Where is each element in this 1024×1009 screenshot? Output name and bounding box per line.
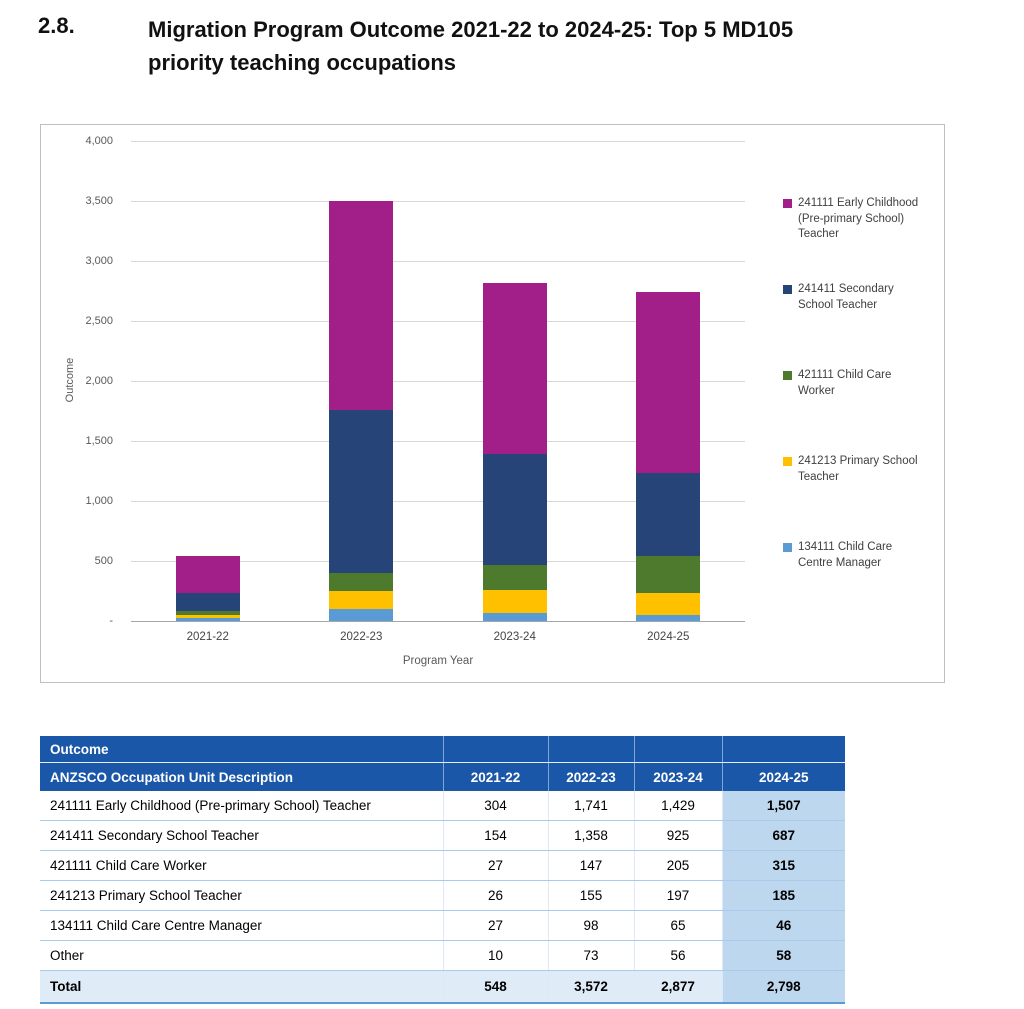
legend-item <box>783 454 948 540</box>
table-row <box>40 821 845 851</box>
table-header-cell: ANZSCO Occupation Unit Description <box>40 763 443 792</box>
table-cell: 925 <box>634 821 722 851</box>
table-cell: 197 <box>634 881 722 911</box>
legend-swatch-icon <box>783 371 792 380</box>
legend-item <box>783 368 948 454</box>
bar-segment <box>329 573 393 591</box>
bar-segment <box>483 454 547 565</box>
stacked-bar <box>176 556 240 621</box>
table-cell: 315 <box>722 851 845 881</box>
bar-segment <box>483 590 547 614</box>
gridline <box>131 261 745 262</box>
y-tick-label: 2,000 <box>85 375 113 387</box>
legend-label: 421111 Child Care Worker <box>798 369 892 397</box>
outcome-table <box>40 736 845 1004</box>
table-row <box>40 851 845 881</box>
table-header-cell: 2022-23 <box>548 763 634 792</box>
table-total-cell: 548 <box>443 971 548 1004</box>
table-title-empty-cell <box>634 736 722 763</box>
table-cell: 73 <box>548 941 634 971</box>
y-axis-ticks <box>41 135 113 627</box>
y-tick-label: 2,500 <box>85 315 113 327</box>
bar-segment <box>329 410 393 573</box>
legend-swatch-icon <box>783 457 792 466</box>
table-cell: 27 <box>443 911 548 941</box>
table-cell: 1,741 <box>548 791 634 821</box>
y-tick-label: 3,000 <box>85 255 113 267</box>
bar-segment <box>329 609 393 621</box>
table-row <box>40 881 845 911</box>
x-tick-label: 2023-24 <box>493 631 536 643</box>
y-tick-label: 1,500 <box>85 435 113 447</box>
table-cell: 304 <box>443 791 548 821</box>
table-cell: 134111 Child Care Centre Manager <box>40 911 443 941</box>
bar-segment <box>176 593 240 611</box>
legend-label: 241111 Early Childhood (Pre-primary School) Teacher <box>798 197 919 241</box>
legend-label: 241411 Secondary School Teacher <box>798 283 894 311</box>
legend-swatch-icon <box>783 285 792 294</box>
chart-figure <box>40 124 945 683</box>
y-axis-title: Outcome <box>64 357 76 403</box>
bar-segment <box>483 613 547 621</box>
y-tick-label: 3,500 <box>85 195 113 207</box>
table-cell: Other <box>40 941 443 971</box>
x-tick-label: 2021-22 <box>186 631 229 643</box>
legend-label: 241213 Primary School Teacher <box>798 455 918 483</box>
legend-item <box>783 282 948 368</box>
table-total-row <box>40 971 845 1004</box>
y-tick-label: 4,000 <box>85 135 113 147</box>
table-header-cell: 2024-25 <box>758 769 809 785</box>
section-title-line1: Migration Program Outcome 2021-22 to 2024-25: Top 5 MD105 <box>148 17 794 42</box>
bar-segment <box>636 292 700 473</box>
table-total-cell: 3,572 <box>548 971 634 1004</box>
legend-item <box>783 196 948 282</box>
section-title-line2: priority teaching occupations <box>148 50 457 75</box>
table-cell: 421111 Child Care Worker <box>40 851 443 881</box>
bar-segment <box>483 283 547 454</box>
plot-area <box>131 141 745 622</box>
bar-segment <box>636 593 700 615</box>
table-cell: 154 <box>443 821 548 851</box>
table-cell: 147 <box>548 851 634 881</box>
stacked-bar <box>329 201 393 621</box>
y-tick-label: 1,000 <box>85 495 113 507</box>
bar-segment <box>176 618 240 621</box>
x-axis-labels <box>131 631 745 643</box>
x-axis-title: Program Year <box>402 655 474 667</box>
table-cell: 241111 Early Childhood (Pre-primary School) Teacher <box>40 791 443 821</box>
table-total-cell: Total <box>40 971 443 1004</box>
table-cell: 27 <box>443 851 548 881</box>
section-title <box>148 13 948 79</box>
table-cell: 155 <box>548 881 634 911</box>
bar-segment <box>636 473 700 555</box>
table-cell: 98 <box>548 911 634 941</box>
table-cell: 58 <box>722 941 845 971</box>
table-title-empty-cell <box>722 736 845 763</box>
x-tick-label: 2022-23 <box>340 631 383 643</box>
x-tick-label: 2024-25 <box>647 631 690 643</box>
legend-label: 134111 Child Care Centre Manager <box>798 541 893 569</box>
bar-segment <box>483 565 547 590</box>
table-cell: 687 <box>722 821 845 851</box>
table-cell: 241411 Secondary School Teacher <box>40 821 443 851</box>
table-cell: 205 <box>634 851 722 881</box>
legend-swatch-icon <box>783 199 792 208</box>
table-row <box>40 941 845 971</box>
table-cell: 185 <box>722 881 845 911</box>
table-title-cell: Outcome <box>40 736 443 763</box>
table-header-cell: 2021-22 <box>443 763 548 792</box>
stacked-bar <box>483 283 547 621</box>
y-tick-label: 500 <box>94 555 113 567</box>
table-cell: 65 <box>634 911 722 941</box>
legend-item <box>783 540 948 626</box>
table-cell: 1,429 <box>634 791 722 821</box>
table-title-empty-cell <box>443 736 548 763</box>
chart-legend <box>783 196 948 626</box>
gridline <box>131 141 745 142</box>
table-cell: 10 <box>443 941 548 971</box>
gridline <box>131 201 745 202</box>
table-cell: 1,358 <box>548 821 634 851</box>
table-cell: 26 <box>443 881 548 911</box>
y-tick-label: - <box>109 615 113 627</box>
bar-segment <box>329 201 393 410</box>
bar-segment <box>329 591 393 610</box>
table-title-row <box>40 736 845 763</box>
table-cell: 46 <box>722 911 845 941</box>
section-number: 2.8. <box>38 13 75 38</box>
section-heading <box>38 13 948 79</box>
stacked-bar <box>636 292 700 621</box>
table-header-cell: 2023-24 <box>634 763 722 792</box>
table-row <box>40 911 845 941</box>
table-title-empty-cell <box>548 736 634 763</box>
table-total-cell: 2,798 <box>722 971 845 1004</box>
legend-swatch-icon <box>783 543 792 552</box>
table-cell: 56 <box>634 941 722 971</box>
table-cell: 241213 Primary School Teacher <box>40 881 443 911</box>
bar-segment <box>176 556 240 592</box>
bar-segment <box>636 615 700 621</box>
table-cell: 1,507 <box>722 791 845 821</box>
bar-segment <box>636 556 700 594</box>
table-header-row <box>40 763 845 792</box>
table-total-cell: 2,877 <box>634 971 722 1004</box>
table-row <box>40 791 845 821</box>
